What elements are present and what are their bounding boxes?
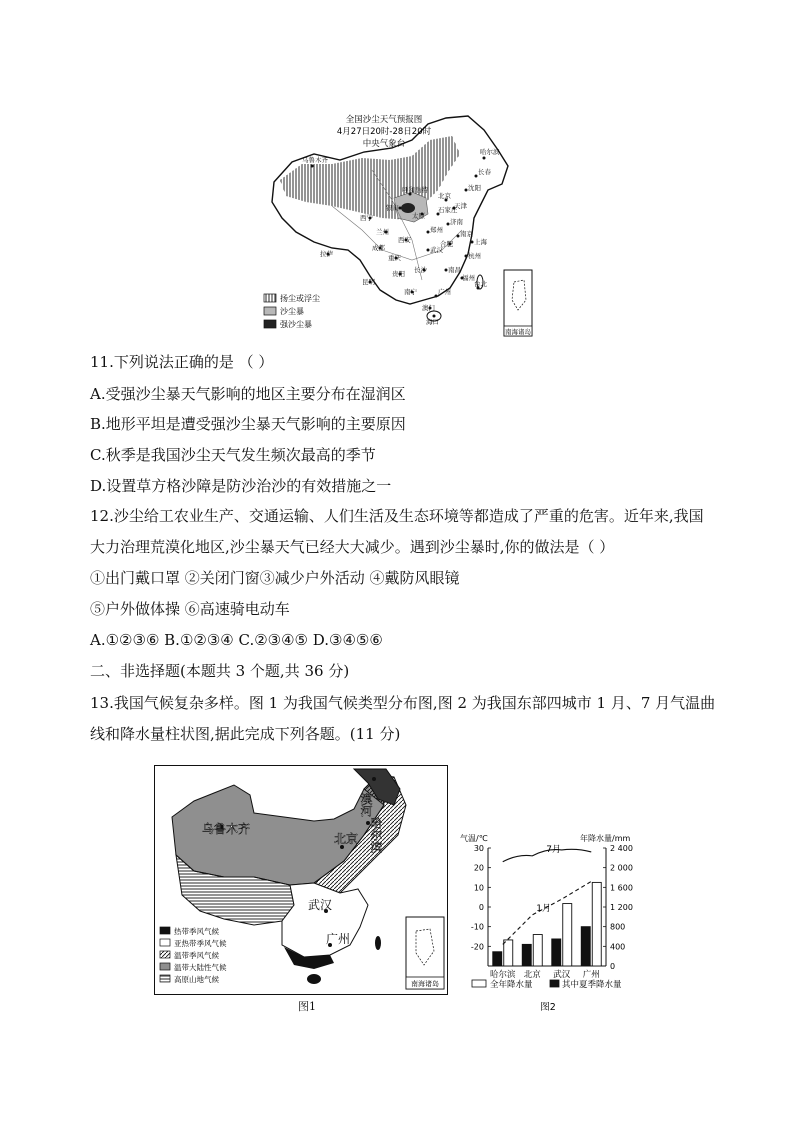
- map1-city: 哈尔滨: [480, 148, 500, 156]
- bar-annual-precip: [533, 935, 542, 966]
- bar-annual-precip: [563, 904, 572, 966]
- map1-city: 沈阳: [468, 184, 481, 192]
- map1-city: 海口: [426, 318, 439, 326]
- map2-city-mohe: 漠河: [359, 793, 373, 817]
- legend-label-annual: 全年降水量: [490, 980, 533, 990]
- q13-line2: 线和降水量柱状图,据此完成下列各题。(11 分): [90, 725, 401, 743]
- bar-annual-precip: [592, 882, 601, 966]
- figure2-caption: 图2: [540, 1002, 556, 1013]
- map1-city: 银川: [386, 204, 399, 212]
- legend-swatch-annual: [472, 980, 486, 987]
- climate-type-map: [154, 765, 448, 995]
- map1-city: 乌鲁木齐: [302, 156, 328, 164]
- x-category-label: 广州: [582, 970, 600, 980]
- map1-city: 南昌: [448, 266, 461, 274]
- map1-city: 西宁: [360, 214, 373, 222]
- figure1-caption: 图1: [298, 1000, 316, 1013]
- map1-city: 长沙: [414, 266, 427, 274]
- q12-stem-line2: 大力治理荒漠化地区,沙尘暴天气已经大大减少。遇到沙尘暴时,你的做法是（ ）: [90, 538, 615, 556]
- left-tick-label: 0: [478, 903, 484, 912]
- q11-option-a: A.受强沙尘暴天气影响的地区主要分布在湿润区: [90, 385, 406, 403]
- map2-city-wuhan: 武汉: [308, 898, 333, 912]
- map1-city: 上海: [474, 238, 487, 246]
- bar-summer-precip: [493, 952, 502, 966]
- map1-city: 福州: [462, 274, 475, 282]
- map1-title-1: 全国沙尘天气预报图: [345, 115, 423, 125]
- map1-legend: [264, 293, 320, 329]
- left-tick-label: 30: [473, 844, 484, 853]
- left-tick-label: -20: [470, 942, 484, 952]
- left-tick-label: 10: [473, 883, 484, 893]
- map1-city: 呼和浩特: [402, 186, 428, 194]
- right-tick-label: 1 200: [610, 903, 633, 912]
- map1-inset: [504, 270, 532, 336]
- map2-legend-item: 温带季风气候: [174, 951, 219, 960]
- map2-city-harbin: 哈尔滨: [369, 817, 383, 853]
- right-tick-label: 2 000: [610, 863, 633, 873]
- map1-city: 兰州: [376, 228, 389, 236]
- map1-city: 长春: [478, 168, 491, 176]
- map2-city-guangzhou: 广州: [326, 932, 351, 946]
- map1-city: 石家庄: [438, 206, 458, 214]
- dust-forecast-map: [262, 110, 534, 338]
- q11-stem: 11.下列说法正确的是 （ ）: [90, 353, 274, 371]
- q12-items-line1: ①出门戴口罩 ②关闭门窗③减少户外活动 ④戴防风眼镜: [90, 569, 460, 587]
- map2-city-urumqi: 乌鲁木齐: [202, 822, 251, 836]
- legend-label-summer: 其中夏季降水量: [562, 980, 622, 990]
- q11-option-c: C.秋季是我国沙尘天气发生频次最高的季节: [90, 446, 376, 464]
- x-category-label: 北京: [523, 970, 541, 980]
- bar-summer-precip: [522, 944, 531, 966]
- q11-option-b: B.地形平坦是遭受强沙尘暴天气影响的主要原因: [90, 415, 406, 433]
- section-heading: 二、非选择题(本题共 3 个题,共 36 分): [90, 662, 350, 680]
- q12-items-line2: ⑤户外做体操 ⑥高速骑电动车: [90, 600, 290, 618]
- bar-summer-precip: [581, 927, 590, 966]
- map1-legend-item: 沙尘暴: [280, 307, 304, 316]
- map2-legend-item: 温带大陆性气候: [174, 963, 227, 972]
- map1-title-3: 中央气象台: [362, 139, 406, 149]
- right-tick-label: 1 600: [610, 883, 633, 893]
- map1-city: 贵阳: [392, 270, 405, 278]
- x-category-label: 哈尔滨: [489, 970, 516, 980]
- q13-line1: 13.我国气候复杂多样。图 1 为我国气候类型分布图,图 2 为我国东部四城市 1 月、7 月气温曲: [90, 694, 716, 712]
- map2-legend-item: 亚热带季风气候: [174, 939, 227, 948]
- map1-city: 杭州: [468, 252, 481, 260]
- map1-city: 太原: [412, 212, 425, 220]
- q11-option-d: D.设置草方格沙障是防沙治沙的有效措施之一: [90, 477, 392, 495]
- map1-city: 南京: [460, 230, 473, 238]
- map2-legend-item: 高原山地气候: [174, 975, 219, 984]
- map1-city: 济南: [450, 218, 463, 226]
- map1-city: 重庆: [388, 254, 401, 262]
- bar-summer-precip: [552, 939, 561, 966]
- right-axis-label: 年降水量/mm: [580, 834, 631, 843]
- map1-city: 台北: [474, 280, 487, 288]
- map1-city: 北京: [438, 192, 451, 200]
- map1-city: 成都: [372, 244, 385, 252]
- map1-legend-item: 扬尘或浮尘: [280, 294, 320, 303]
- left-tick-label: 20: [473, 863, 484, 873]
- map1-city: 天津: [454, 202, 467, 210]
- map1-inset-label: 南海诸岛: [505, 328, 531, 336]
- map1-city: 昆明: [362, 278, 375, 286]
- map1-city: 合肥: [440, 240, 453, 248]
- q12-options: A.①②③⑥ B.①②③④ C.②③④⑤ D.③④⑤⑥: [90, 631, 383, 649]
- line-label-january: 1月: [536, 903, 551, 914]
- left-tick-label: -10: [470, 922, 484, 932]
- map2-legend-item: 热带季风气候: [174, 927, 219, 936]
- bar-annual-precip: [504, 940, 513, 966]
- map1-title-2: 4月27日20时-28日20时: [336, 127, 432, 137]
- x-category-label: 武汉: [553, 970, 571, 980]
- map1-city: 广州: [438, 288, 451, 296]
- map2-inset: [406, 917, 444, 989]
- right-tick-label: 2 400: [610, 844, 633, 853]
- map1-city: 西安: [398, 236, 411, 244]
- map2-inset-label: 南海诸岛: [411, 980, 439, 988]
- right-tick-label: 400: [610, 942, 626, 952]
- map2-city-beijing: 北京: [334, 832, 359, 846]
- legend-swatch-summer: [550, 980, 559, 987]
- right-tick-label: 800: [610, 922, 626, 932]
- right-tick-label: 0: [610, 962, 616, 971]
- climate-chart: [458, 832, 648, 1020]
- map1-city: 澳门: [422, 304, 435, 312]
- q12-stem-line1: 12.沙尘给工农业生产、交通运输、人们生活及生态环境等都造成了严重的危害。近年来,我国: [90, 507, 704, 525]
- map1-city: 郑州: [430, 226, 443, 234]
- map1-city: 拉萨: [320, 250, 333, 258]
- map1-city: 武汉: [430, 246, 443, 254]
- left-axis-label: 气温/℃: [460, 834, 488, 843]
- map1-legend-item: 强沙尘暴: [280, 320, 312, 329]
- map1-city: 南宁: [404, 288, 417, 296]
- line-label-july: 7月: [546, 844, 561, 855]
